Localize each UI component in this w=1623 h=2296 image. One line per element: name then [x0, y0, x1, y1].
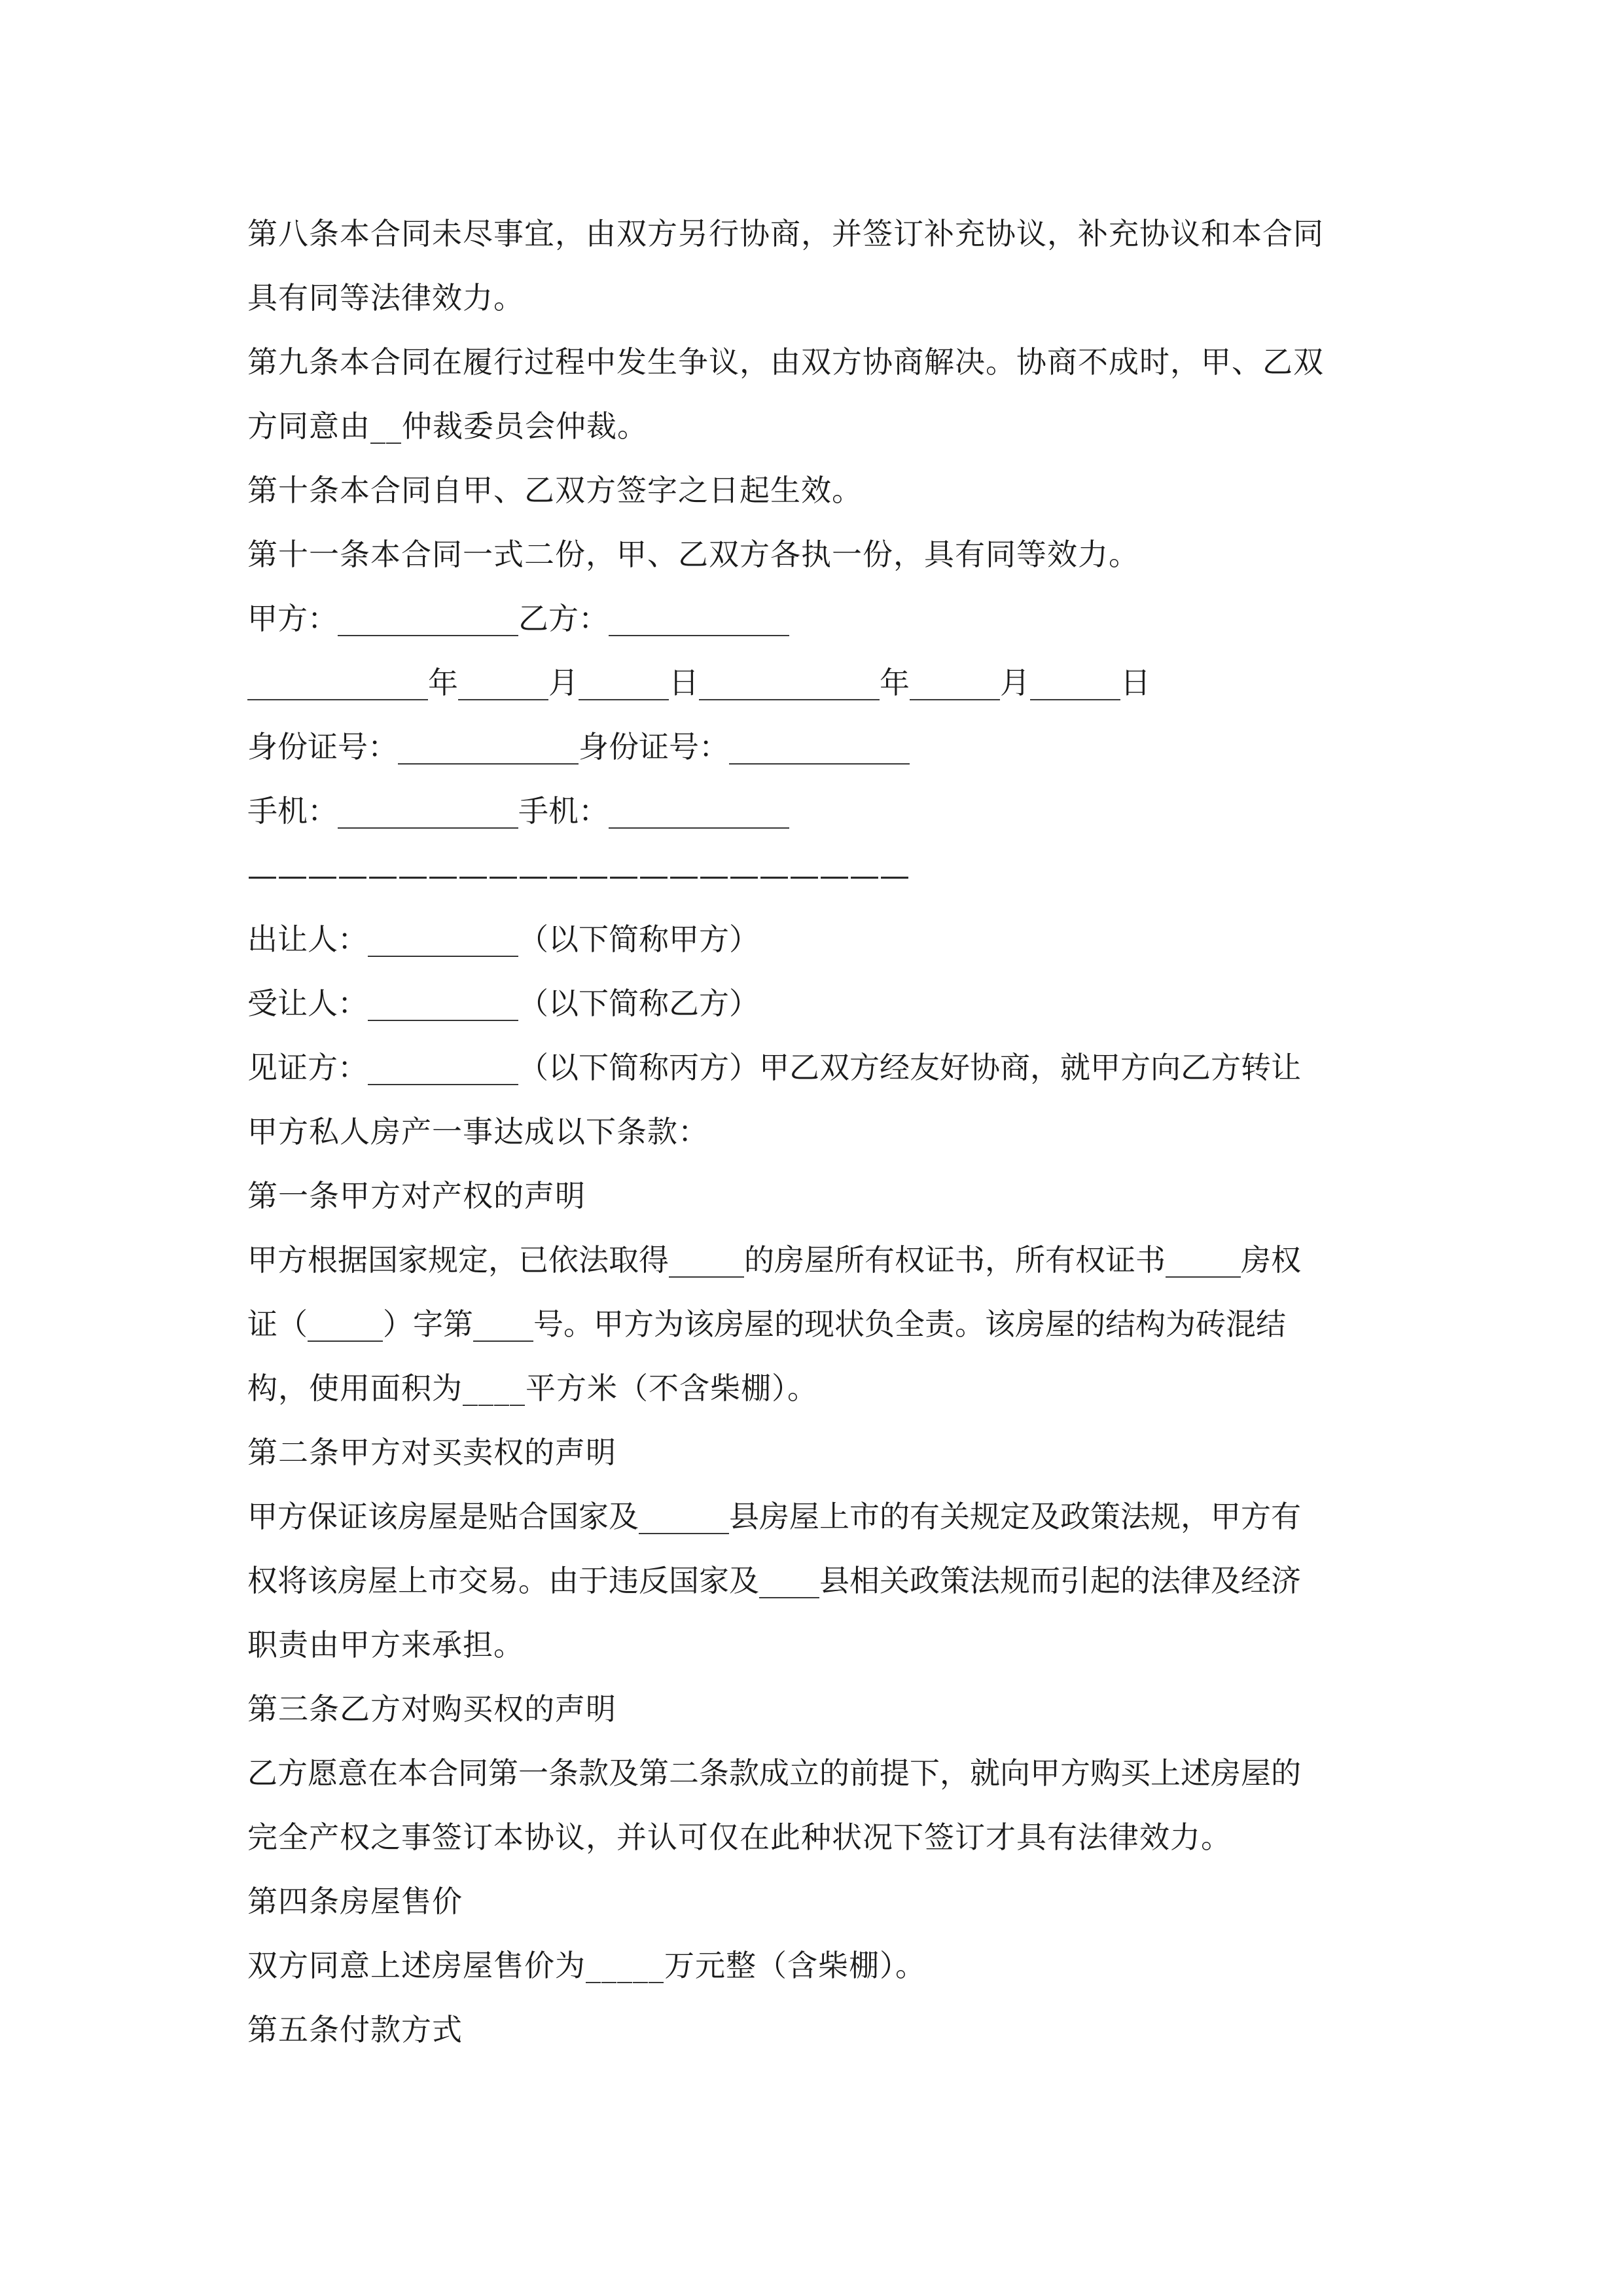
- text-line: 第十一条本合同一式二份，甲、乙双方各执一份，具有同等效力。: [247, 537, 1139, 572]
- text-line: 第十条本合同自甲、乙双方签字之日起生效。: [247, 473, 863, 508]
- text-line: 构，使用面积为____平方米（不含柴棚）。: [247, 1371, 818, 1406]
- text-line: 甲方保证该房屋是贴合国家及______县房屋上市的有关规定及政策法规，甲方有: [247, 1499, 1301, 1534]
- text-line: 双方同意上述房屋售价为_____万元整（含柴棚）。: [247, 1948, 926, 1983]
- text-line: 第九条本合同在履行过程中发生争议，由双方协商解决。协商不成时，甲、乙双: [247, 344, 1324, 380]
- section-divider: ——————————————————————: [247, 857, 910, 893]
- text-line: 第八条本合同未尽事宜，由双方另行协商，并签订补充协议，补充协议和本合同: [247, 216, 1324, 251]
- signature-line-phones: 手机：____________手机：____________: [247, 793, 789, 829]
- text-line: 受让人：__________（以下简称乙方）: [247, 986, 759, 1021]
- document-page: [247, 202, 1380, 2062]
- text-line: 见证方：__________（以下简称丙方）甲乙双方经友好协商，就甲方向乙方转让: [247, 1050, 1301, 1085]
- article-heading: 第四条房屋售价: [247, 1884, 463, 1919]
- text-line: 职责由甲方来承担。: [247, 1627, 524, 1662]
- signature-line-dates: ____________年______月______日____________年______月______日: [247, 665, 1150, 700]
- text-line: 证（_____）字第____号。甲方为该房屋的现状负全责。该房屋的结构为砖混结: [247, 1306, 1286, 1342]
- article-heading: 第二条甲方对买卖权的声明: [247, 1435, 616, 1470]
- text-line: 甲方根据国家规定，已依法取得_____的房屋所有权证书，所有权证书_____房权: [247, 1242, 1301, 1278]
- text-line: 具有同等法律效力。: [247, 280, 524, 315]
- text-line: 方同意由__仲裁委员会仲裁。: [247, 408, 648, 444]
- article-heading: 第三条乙方对购买权的声明: [247, 1691, 616, 1727]
- text-line: 出让人：__________（以下简称甲方）: [247, 922, 759, 957]
- article-heading: 第五条付款方式: [247, 2012, 463, 2047]
- text-line: 权将该房屋上市交易。由于违反国家及____县相关政策法规而引起的法律及经济: [247, 1563, 1301, 1598]
- text-line: 甲方私人房产一事达成以下条款：: [247, 1114, 709, 1149]
- text-line: 完全产权之事签订本协议，并认可仅在此种状况下签订才具有法律效力。: [247, 1820, 1232, 1855]
- article-heading: 第一条甲方对产权的声明: [247, 1178, 586, 1213]
- signature-line-id-numbers: 身份证号：____________身份证号：____________: [247, 729, 910, 764]
- text-line: 乙方愿意在本合同第一条款及第二条款成立的前提下，就向甲方购买上述房屋的: [247, 1755, 1301, 1791]
- signature-line-party-names: 甲方：____________乙方：____________: [247, 601, 789, 636]
